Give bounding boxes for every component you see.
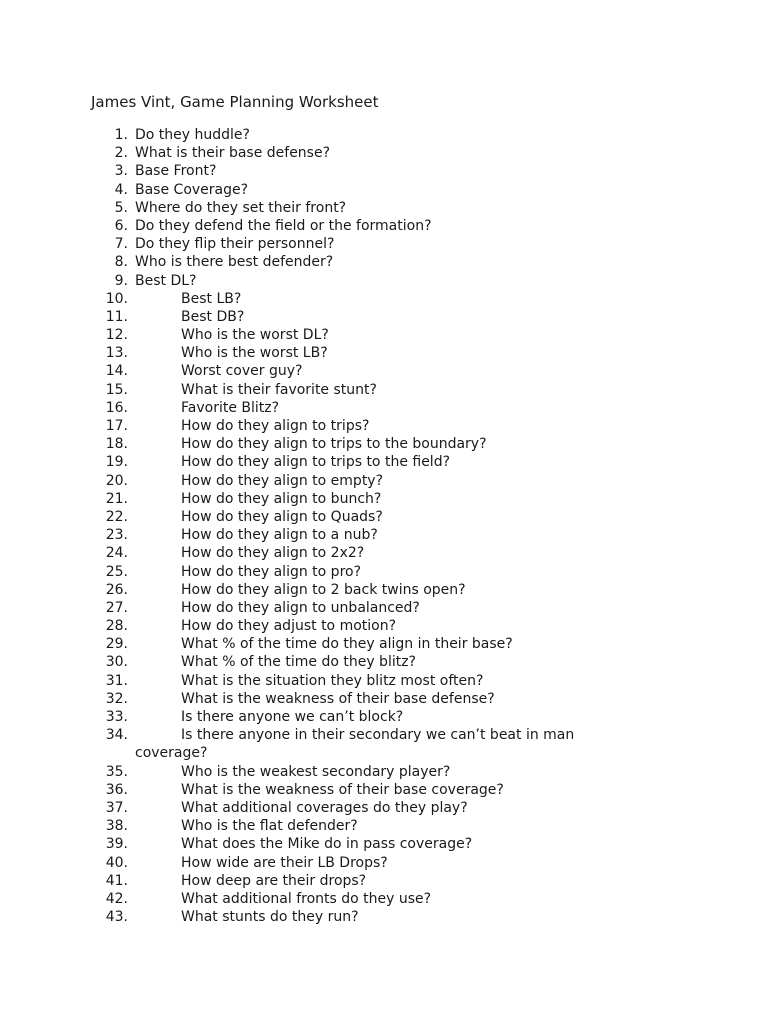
question-number: 14.	[105, 363, 128, 380]
question-text: Is there anyone we can’t block?	[181, 709, 404, 725]
question-text: What % of the time do they blitz?	[181, 654, 416, 671]
question-text: What additional fronts do they use?	[181, 890, 432, 907]
question-text-continuation: coverage?	[135, 745, 208, 762]
question-number: 40.	[105, 854, 128, 871]
question-number: 25.	[105, 563, 128, 580]
question-text: Favorite Blitz?	[181, 399, 280, 416]
question-item	[0, 272, 768, 290]
question-text: Who is the flat defender?	[181, 818, 358, 835]
question-text: Do they flip their personnel?	[135, 236, 335, 253]
question-number: 39.	[105, 836, 128, 853]
question-item	[0, 726, 768, 762]
question-item	[0, 344, 768, 362]
question-number: 35.	[105, 763, 128, 780]
question-number: 11.	[105, 308, 128, 325]
question-number: 15.	[105, 381, 128, 398]
question-item	[0, 199, 768, 217]
question-item	[0, 435, 768, 453]
question-text: What is their base defense?	[135, 145, 331, 162]
question-item	[0, 217, 768, 235]
question-item	[0, 890, 768, 908]
question-item	[0, 581, 768, 599]
question-number: 7.	[114, 236, 128, 253]
question-item	[0, 763, 768, 781]
question-item	[0, 544, 768, 562]
question-item	[0, 672, 768, 690]
question-item	[0, 362, 768, 380]
question-text: Worst cover guy?	[181, 363, 303, 380]
question-number: 17.	[105, 418, 128, 434]
question-item	[0, 872, 768, 890]
question-text: Who is the worst LB?	[181, 345, 328, 362]
question-number: 29.	[105, 636, 128, 653]
question-item	[0, 472, 768, 490]
question-text: What stunts do they run?	[181, 909, 359, 926]
question-text: How wide are their LB Drops?	[181, 854, 388, 871]
question-text: Who is there best defender?	[135, 254, 334, 271]
question-number: 41.	[105, 872, 128, 889]
question-text: How do they align to trips to the boundary?	[181, 436, 487, 453]
question-text: How do they align to unbalanced?	[181, 599, 420, 616]
question-number: 22.	[105, 508, 128, 525]
question-text: What is the weakness of their base coverage?	[181, 781, 504, 798]
question-text: Who is the weakest secondary player?	[181, 763, 451, 780]
question-text: What is their favorite stunt?	[181, 381, 377, 398]
question-number: 26.	[105, 581, 128, 598]
question-text: Best DB?	[181, 308, 245, 325]
question-text: Is there anyone in their secondary we can’t beat in man	[181, 727, 575, 744]
question-number: 6.	[114, 217, 128, 234]
question-item	[0, 854, 768, 872]
question-text: What does the Mike do in pass coverage?	[181, 836, 473, 853]
question-item	[0, 781, 768, 799]
question-item	[0, 308, 768, 326]
question-number: 16.	[105, 399, 128, 416]
question-number: 2.	[114, 145, 128, 162]
question-text: How do they align to 2x2?	[181, 545, 365, 562]
question-item	[0, 181, 768, 199]
question-number: 30.	[105, 654, 128, 671]
question-number: 34.	[105, 727, 128, 744]
question-text: Base Coverage?	[135, 181, 249, 198]
question-text: Best DL?	[135, 272, 197, 289]
question-number: 12.	[105, 327, 128, 344]
question-number: 42.	[105, 890, 128, 907]
question-number: 28.	[105, 618, 128, 635]
question-item	[0, 235, 768, 253]
question-text: How do they adjust to motion?	[181, 618, 397, 635]
question-text: Who is the worst DL?	[181, 327, 329, 344]
question-text: What is the weakness of their base defense?	[181, 690, 495, 707]
question-text: What is the situation they blitz most often?	[181, 672, 484, 689]
question-number: 18.	[105, 436, 128, 453]
question-item	[0, 708, 768, 726]
question-item	[0, 653, 768, 671]
question-number: 19.	[105, 454, 128, 471]
question-item	[0, 490, 768, 508]
question-item	[0, 835, 768, 853]
question-text: How do they align to empty?	[181, 472, 384, 489]
question-text: How do they align to 2 back twins open?	[181, 581, 466, 598]
question-text: How do they align to bunch?	[181, 490, 382, 507]
question-item	[0, 381, 768, 399]
question-item	[0, 453, 768, 471]
question-item	[0, 417, 768, 435]
question-number: 20.	[105, 472, 128, 489]
question-item	[0, 690, 768, 708]
question-number: 24.	[105, 545, 128, 562]
question-number: 8.	[114, 254, 128, 271]
question-number: 23.	[105, 527, 128, 544]
question-item	[0, 908, 768, 926]
question-number: 31.	[105, 672, 128, 689]
question-item	[0, 817, 768, 835]
question-text: How do they align to Quads?	[181, 508, 383, 525]
question-item	[0, 799, 768, 817]
question-item	[0, 563, 768, 581]
question-number: 37.	[105, 799, 128, 816]
question-number: 13.	[105, 345, 128, 362]
question-item	[0, 126, 768, 144]
question-text: How deep are their drops?	[181, 872, 367, 889]
question-number: 3.	[114, 163, 128, 180]
question-item	[0, 635, 768, 653]
question-item	[0, 617, 768, 635]
question-item	[0, 144, 768, 162]
question-text: How do they align to trips?	[181, 418, 370, 434]
question-item	[0, 526, 768, 544]
question-number: 27.	[105, 599, 128, 616]
question-text: Do they defend the field or the formation?	[135, 217, 432, 234]
question-list	[0, 126, 768, 926]
question-number: 43.	[105, 909, 128, 926]
question-number: 9.	[114, 272, 128, 289]
question-text: Do they huddle?	[135, 127, 250, 143]
question-text: Base Front?	[135, 163, 217, 180]
question-item	[0, 326, 768, 344]
question-item	[0, 508, 768, 526]
question-item	[0, 599, 768, 617]
question-item	[0, 290, 768, 308]
document-title: James Vint, Game Planning Worksheet	[91, 93, 379, 111]
question-number: 10.	[105, 290, 128, 307]
question-number: 5.	[114, 199, 128, 216]
question-item	[0, 253, 768, 271]
question-number: 33.	[105, 709, 128, 725]
question-text: How do they align to trips to the field?	[181, 454, 451, 471]
question-item	[0, 399, 768, 417]
question-text: What % of the time do they align in their base?	[181, 636, 513, 653]
question-text: How do they align to a nub?	[181, 527, 378, 544]
question-number: 32.	[105, 690, 128, 707]
question-item	[0, 162, 768, 180]
question-text: Where do they set their front?	[135, 199, 347, 216]
question-number: 38.	[105, 818, 128, 835]
question-text: How do they align to pro?	[181, 563, 362, 580]
question-number: 1.	[114, 127, 128, 143]
question-text: Best LB?	[181, 290, 242, 307]
question-number: 4.	[114, 181, 128, 198]
question-number: 21.	[105, 490, 128, 507]
question-number: 36.	[105, 781, 128, 798]
question-text: What additional coverages do they play?	[181, 799, 468, 816]
